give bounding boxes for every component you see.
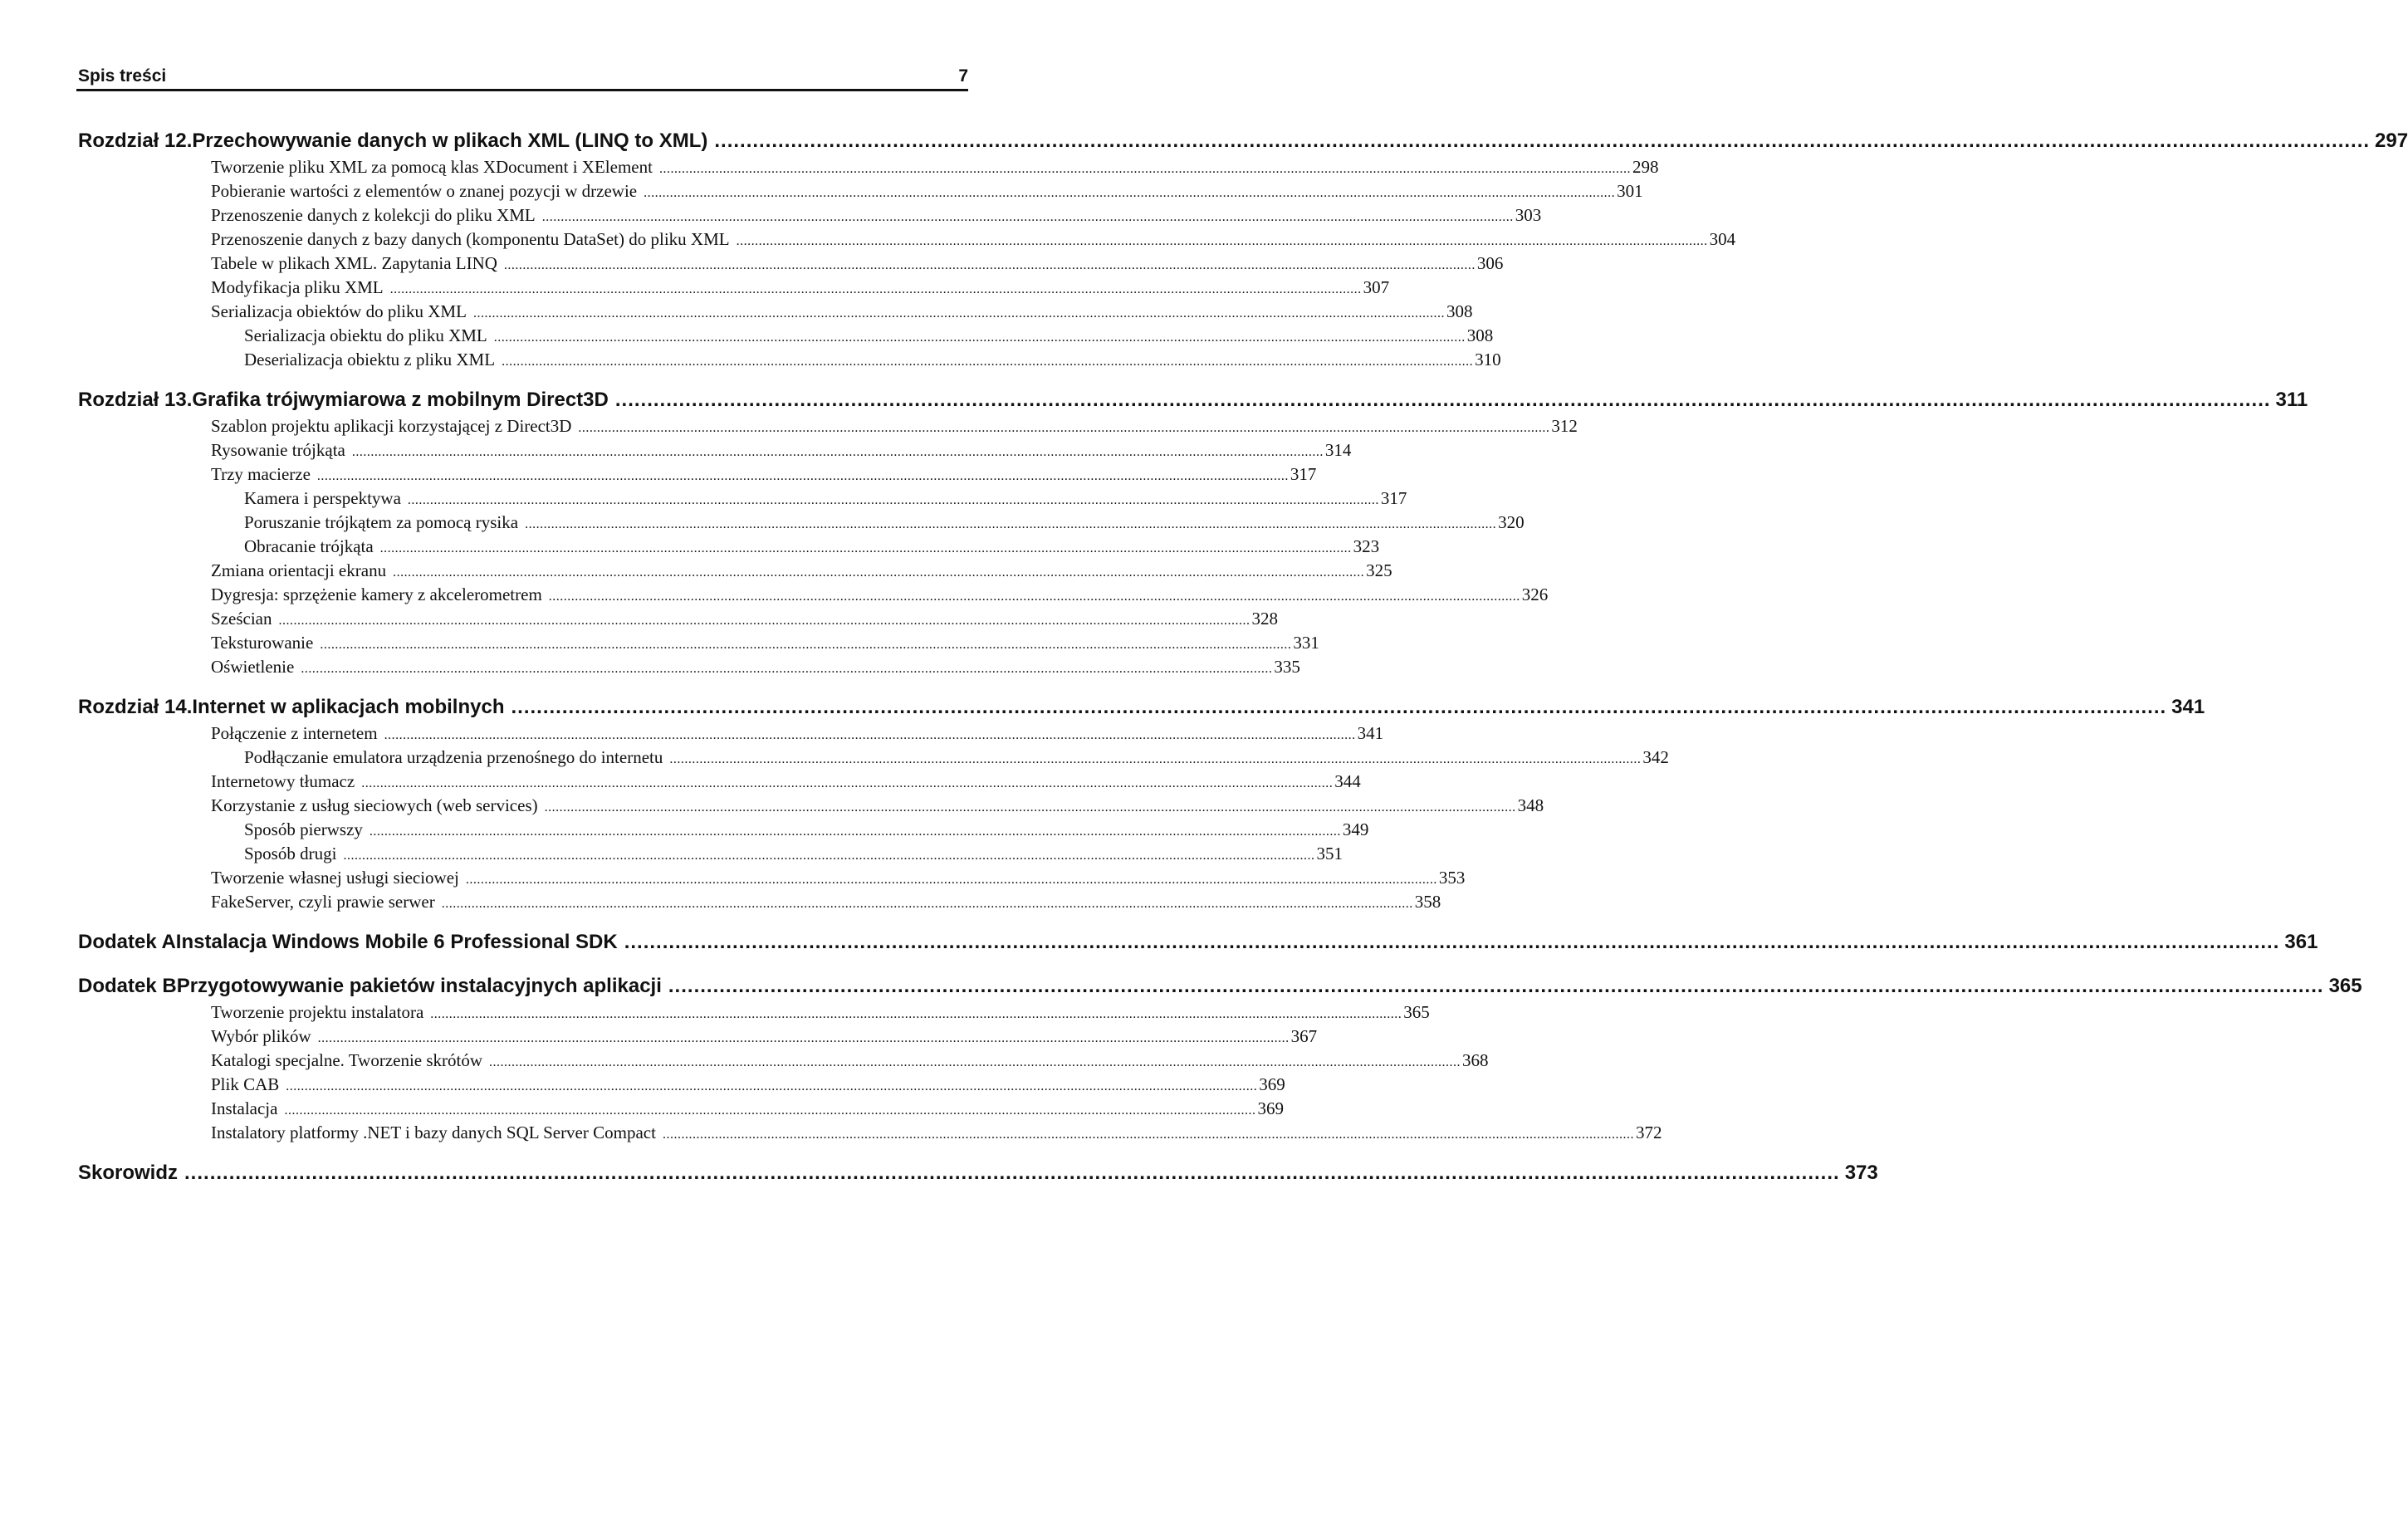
toc-section-entry[interactable] [211, 462, 1317, 487]
chapter-heading[interactable] [78, 127, 2408, 155]
dot-leader: .................................................................................................................................................................................................................................................................... [736, 234, 1708, 248]
dot-leader: .................................................................................................................................................................................................................................................................... [493, 330, 1466, 345]
entry-title: Obracanie trójkąta [244, 536, 374, 556]
chapter-label: Rozdział 13. [78, 389, 193, 411]
chapter-title: Skorowidz [78, 1162, 179, 1184]
entry-page-number: 341 [1357, 723, 1384, 743]
dot-leader: .................................................................................................................................................................................................................................................................... [316, 469, 1289, 483]
toc-subsection-entry[interactable] [211, 511, 1525, 535]
toc-section-entry[interactable] [211, 1000, 1430, 1025]
toc-chapter [78, 386, 2308, 679]
toc-chapter [78, 127, 2408, 372]
toc-section-entry[interactable] [211, 276, 1390, 300]
toc-subsection-entry[interactable] [211, 746, 1669, 770]
dot-leader: .................................................................................................................................................................................................................................................................... [320, 638, 1292, 652]
dot-leader: .................................................................................................................................................................................................................................................................... [351, 445, 1324, 459]
toc-section-entry[interactable] [211, 155, 1659, 179]
entry-title: Tworzenie pliku XML za pomocą klas XDocument i XElement [211, 157, 653, 177]
table-of-contents [78, 127, 2408, 1203]
entry-title: Sześcian [211, 609, 272, 629]
dot-leader: .................................................................................................................................................................................................................................................................... [384, 728, 1356, 742]
toc-section-entry[interactable] [211, 252, 1504, 276]
dot-leader: .................................................................................................................................................................................................................................................................... [379, 541, 1352, 555]
entry-title: Katalogi specjalne. Tworzenie skrótów [211, 1050, 483, 1070]
entry-title: Serializacja obiektów do pliku XML [211, 301, 467, 321]
dot-leader: .................................................................................................................................................................................................................................................................... [614, 389, 2271, 411]
entry-title: Kamera i perspektywa [244, 488, 401, 508]
dot-leader: .................................................................................................................................................................................................................................................................... [544, 800, 1516, 814]
toc-subsection-entry[interactable] [211, 818, 1369, 842]
chapter-heading[interactable] [78, 928, 2318, 956]
entry-page-number: 312 [1551, 416, 1578, 436]
entry-page-number: 348 [1517, 795, 1544, 815]
dot-leader: .................................................................................................................................................................................................................................................................... [361, 776, 1334, 790]
entry-page-number: 369 [1257, 1098, 1284, 1118]
entry-page-number: 353 [1438, 868, 1466, 888]
toc-subsection-entry[interactable] [211, 842, 1343, 866]
dot-leader: .................................................................................................................................................................................................................................................................... [465, 873, 1437, 887]
entry-page-number: 358 [1414, 892, 1441, 912]
toc-section-entry[interactable] [211, 866, 1466, 890]
toc-section-entry[interactable] [211, 1121, 1662, 1145]
chapter-heading[interactable] [78, 972, 2362, 1000]
entry-page-number: 328 [1251, 609, 1278, 629]
entry-page-number: 317 [1290, 464, 1317, 484]
section-list [211, 155, 1736, 372]
entry-title: Tworzenie własnej usługi sieciowej [211, 868, 459, 888]
chapter-page-number: 341 [2171, 696, 2205, 718]
entry-page-number: 303 [1515, 205, 1542, 225]
chapter-label: Rozdział 14. [78, 696, 193, 718]
entry-title: Teksturowanie [211, 633, 314, 653]
toc-section-entry[interactable] [211, 1073, 1285, 1097]
toc-subsection-entry[interactable] [211, 487, 1407, 511]
toc-subsection-entry[interactable] [211, 535, 1380, 559]
section-list [211, 722, 1669, 914]
entry-page-number: 307 [1363, 277, 1390, 297]
entry-page-number: 306 [1476, 253, 1504, 273]
chapter-title: Grafika trójwymiarowa z mobilnym Direct3D [192, 389, 609, 411]
entry-page-number: 304 [1709, 229, 1736, 249]
entry-title: Modyfikacja pliku XML [211, 277, 384, 297]
chapter-label: Rozdział 12. [78, 130, 193, 152]
chapter-page-number: 365 [2328, 975, 2362, 997]
toc-chapter [78, 972, 2362, 1145]
toc-section-entry[interactable] [211, 179, 1643, 203]
dot-leader: .................................................................................................................................................................................................................................................................... [511, 696, 2167, 718]
entry-title: FakeServer, czyli prawie serwer [211, 892, 435, 912]
dot-leader: .................................................................................................................................................................................................................................................................... [184, 1162, 1840, 1184]
entry-page-number: 308 [1446, 301, 1473, 321]
dot-leader: .................................................................................................................................................................................................................................................................... [301, 662, 1273, 676]
dot-leader: .................................................................................................................................................................................................................................................................... [430, 1007, 1402, 1021]
dot-leader: .................................................................................................................................................................................................................................................................... [317, 1031, 1290, 1045]
entry-title: Internetowy tłumacz [211, 771, 355, 791]
entry-title: Rysowanie trójkąta [211, 440, 345, 460]
dot-leader: .................................................................................................................................................................................................................................................................... [284, 1103, 1256, 1118]
dot-leader: .................................................................................................................................................................................................................................................................... [489, 1055, 1461, 1069]
dot-leader: .................................................................................................................................................................................................................................................................... [389, 282, 1362, 296]
chapter-page-number: 297 [2375, 130, 2408, 152]
toc-section-entry[interactable] [211, 631, 1319, 655]
running-head [78, 63, 968, 86]
entry-title: Tabele w plikach XML. Zapytania LINQ [211, 253, 497, 273]
toc-chapter [78, 1159, 1878, 1187]
toc-subsection-entry[interactable] [211, 348, 1501, 372]
entry-title: Instalatory platformy .NET i bazy danych SQL Server Compact [211, 1123, 656, 1142]
entry-page-number: 317 [1380, 488, 1407, 508]
entry-page-number: 331 [1293, 633, 1319, 653]
dot-leader: .................................................................................................................................................................................................................................................................... [441, 897, 1413, 911]
dot-leader: .................................................................................................................................................................................................................................................................... [668, 975, 2324, 997]
entry-page-number: 365 [1403, 1002, 1430, 1022]
chapter-heading[interactable] [78, 693, 2205, 722]
entry-page-number: 367 [1290, 1026, 1318, 1046]
toc-section-entry[interactable] [211, 203, 1542, 227]
entry-title: Serializacja obiektu do pliku XML [244, 325, 487, 345]
entry-page-number: 298 [1632, 157, 1659, 177]
entry-title: Sposób drugi [244, 844, 337, 863]
toc-section-entry[interactable] [211, 438, 1352, 462]
toc-section-entry[interactable] [211, 770, 1361, 794]
entry-page-number: 351 [1316, 844, 1343, 863]
toc-section-entry[interactable] [211, 583, 1549, 607]
dot-leader: .................................................................................................................................................................................................................................................................... [669, 752, 1642, 766]
dot-leader: .................................................................................................................................................................................................................................................................... [658, 162, 1631, 176]
dot-leader: .................................................................................................................................................................................................................................................................... [502, 355, 1474, 369]
toc-section-entry[interactable] [211, 1097, 1284, 1121]
toc-section-entry[interactable] [211, 794, 1544, 818]
dot-leader: .................................................................................................................................................................................................................................................................... [278, 614, 1250, 628]
dot-leader: .................................................................................................................................................................................................................................................................... [541, 210, 1514, 224]
entry-page-number: 310 [1475, 350, 1501, 369]
chapter-title: Internet w aplikacjach mobilnych [192, 696, 505, 718]
toc-section-entry[interactable] [211, 722, 1384, 746]
entry-title: Zmiana orientacji ekranu [211, 560, 387, 580]
chapter-title: Przygotowywanie pakietów instalacyjnych aplikacji [176, 975, 662, 997]
toc-chapter [78, 928, 2318, 956]
entry-page-number: 320 [1498, 512, 1525, 532]
dot-leader: .................................................................................................................................................................................................................................................................... [578, 421, 1550, 435]
entry-page-number: 326 [1521, 585, 1549, 604]
entry-title: Przenoszenie danych z kolekcji do pliku XML [211, 205, 536, 225]
dot-leader: .................................................................................................................................................................................................................................................................... [393, 565, 1365, 580]
entry-page-number: 323 [1353, 536, 1380, 556]
section-list [211, 1000, 1662, 1145]
entry-page-number: 301 [1617, 181, 1643, 201]
chapter-heading[interactable] [78, 386, 2308, 414]
toc-section-entry[interactable] [211, 227, 1736, 252]
toc-chapter [78, 693, 2205, 914]
entry-title: Tworzenie projektu instalatora [211, 1002, 424, 1022]
entry-page-number: 342 [1642, 747, 1669, 767]
entry-title: Poruszanie trójkątem za pomocą rysika [244, 512, 519, 532]
chapter-page-number: 361 [2284, 931, 2318, 953]
chapter-page-number: 311 [2275, 389, 2308, 411]
dot-leader: .................................................................................................................................................................................................................................................................... [624, 931, 2280, 953]
entry-page-number: 368 [1462, 1050, 1489, 1070]
entry-title: Szablon projektu aplikacji korzystającej z Direct3D [211, 416, 572, 436]
entry-page-number: 372 [1635, 1123, 1662, 1142]
toc-section-entry[interactable] [211, 414, 1578, 438]
page-number: 7 [958, 66, 968, 86]
entry-title: Trzy macierze [211, 464, 311, 484]
entry-title: Podłączanie emulatora urządzenia przenośnego do internetu [244, 747, 663, 767]
toc-subsection-entry[interactable] [211, 324, 1494, 348]
entry-title: Oświetlenie [211, 657, 295, 677]
entry-page-number: 308 [1466, 325, 1494, 345]
toc-section-entry[interactable] [211, 607, 1278, 631]
dot-leader: .................................................................................................................................................................................................................................................................... [714, 130, 2371, 152]
toc-section-entry[interactable] [211, 1049, 1489, 1073]
section-list [211, 414, 1578, 679]
running-head-title: Spis treści [78, 66, 167, 86]
dot-leader: .................................................................................................................................................................................................................................................................... [525, 517, 1497, 531]
toc-section-entry[interactable] [211, 890, 1441, 914]
header-rule [76, 89, 968, 91]
entry-title: Dygresja: sprzężenie kamery z akcelerometrem [211, 585, 542, 604]
entry-title: Połączenie z internetem [211, 723, 378, 743]
chapter-title: Instalacja Windows Mobile 6 Professional SDK [175, 931, 618, 953]
chapter-title: Przechowywanie danych w plikach XML (LINQ to XML) [192, 130, 708, 152]
entry-page-number: 314 [1324, 440, 1352, 460]
entry-title: Deserializacja obiektu z pliku XML [244, 350, 496, 369]
dot-leader: .................................................................................................................................................................................................................................................................... [343, 849, 1315, 863]
entry-page-number: 335 [1274, 657, 1300, 677]
dot-leader: .................................................................................................................................................................................................................................................................... [662, 1128, 1634, 1142]
toc-section-entry[interactable] [211, 655, 1300, 679]
chapter-page-number: 373 [1844, 1162, 1878, 1184]
dot-leader: .................................................................................................................................................................................................................................................................... [503, 258, 1476, 272]
entry-title: Pobieranie wartości z elementów o znanej pozycji w drzewie [211, 181, 638, 201]
entry-page-number: 369 [1259, 1074, 1285, 1094]
entry-title: Plik CAB [211, 1074, 280, 1094]
dot-leader: .................................................................................................................................................................................................................................................................... [286, 1079, 1258, 1093]
dot-leader: .................................................................................................................................................................................................................................................................... [407, 493, 1379, 507]
entry-page-number: 325 [1366, 560, 1392, 580]
dot-leader: .................................................................................................................................................................................................................................................................... [369, 824, 1341, 839]
entry-page-number: 344 [1334, 771, 1361, 791]
chapter-label: Dodatek A [78, 931, 176, 953]
entry-title: Sposób pierwszy [244, 819, 363, 839]
entry-title: Przenoszenie danych z bazy danych (komponentu DataSet) do pliku XML [211, 229, 730, 249]
entry-title: Korzystanie z usług sieciowych (web services) [211, 795, 538, 815]
toc-section-entry[interactable] [211, 1025, 1318, 1049]
chapter-label: Dodatek B [78, 975, 177, 997]
dot-leader: .................................................................................................................................................................................................................................................................... [472, 306, 1445, 320]
entry-title: Instalacja [211, 1098, 278, 1118]
chapter-heading[interactable] [78, 1159, 1878, 1187]
entry-title: Wybór plików [211, 1026, 311, 1046]
dot-leader: .................................................................................................................................................................................................................................................................... [548, 589, 1520, 604]
toc-section-entry[interactable] [211, 300, 1473, 324]
dot-leader: .................................................................................................................................................................................................................................................................... [644, 186, 1616, 200]
toc-section-entry[interactable] [211, 559, 1392, 583]
entry-page-number: 349 [1342, 819, 1369, 839]
